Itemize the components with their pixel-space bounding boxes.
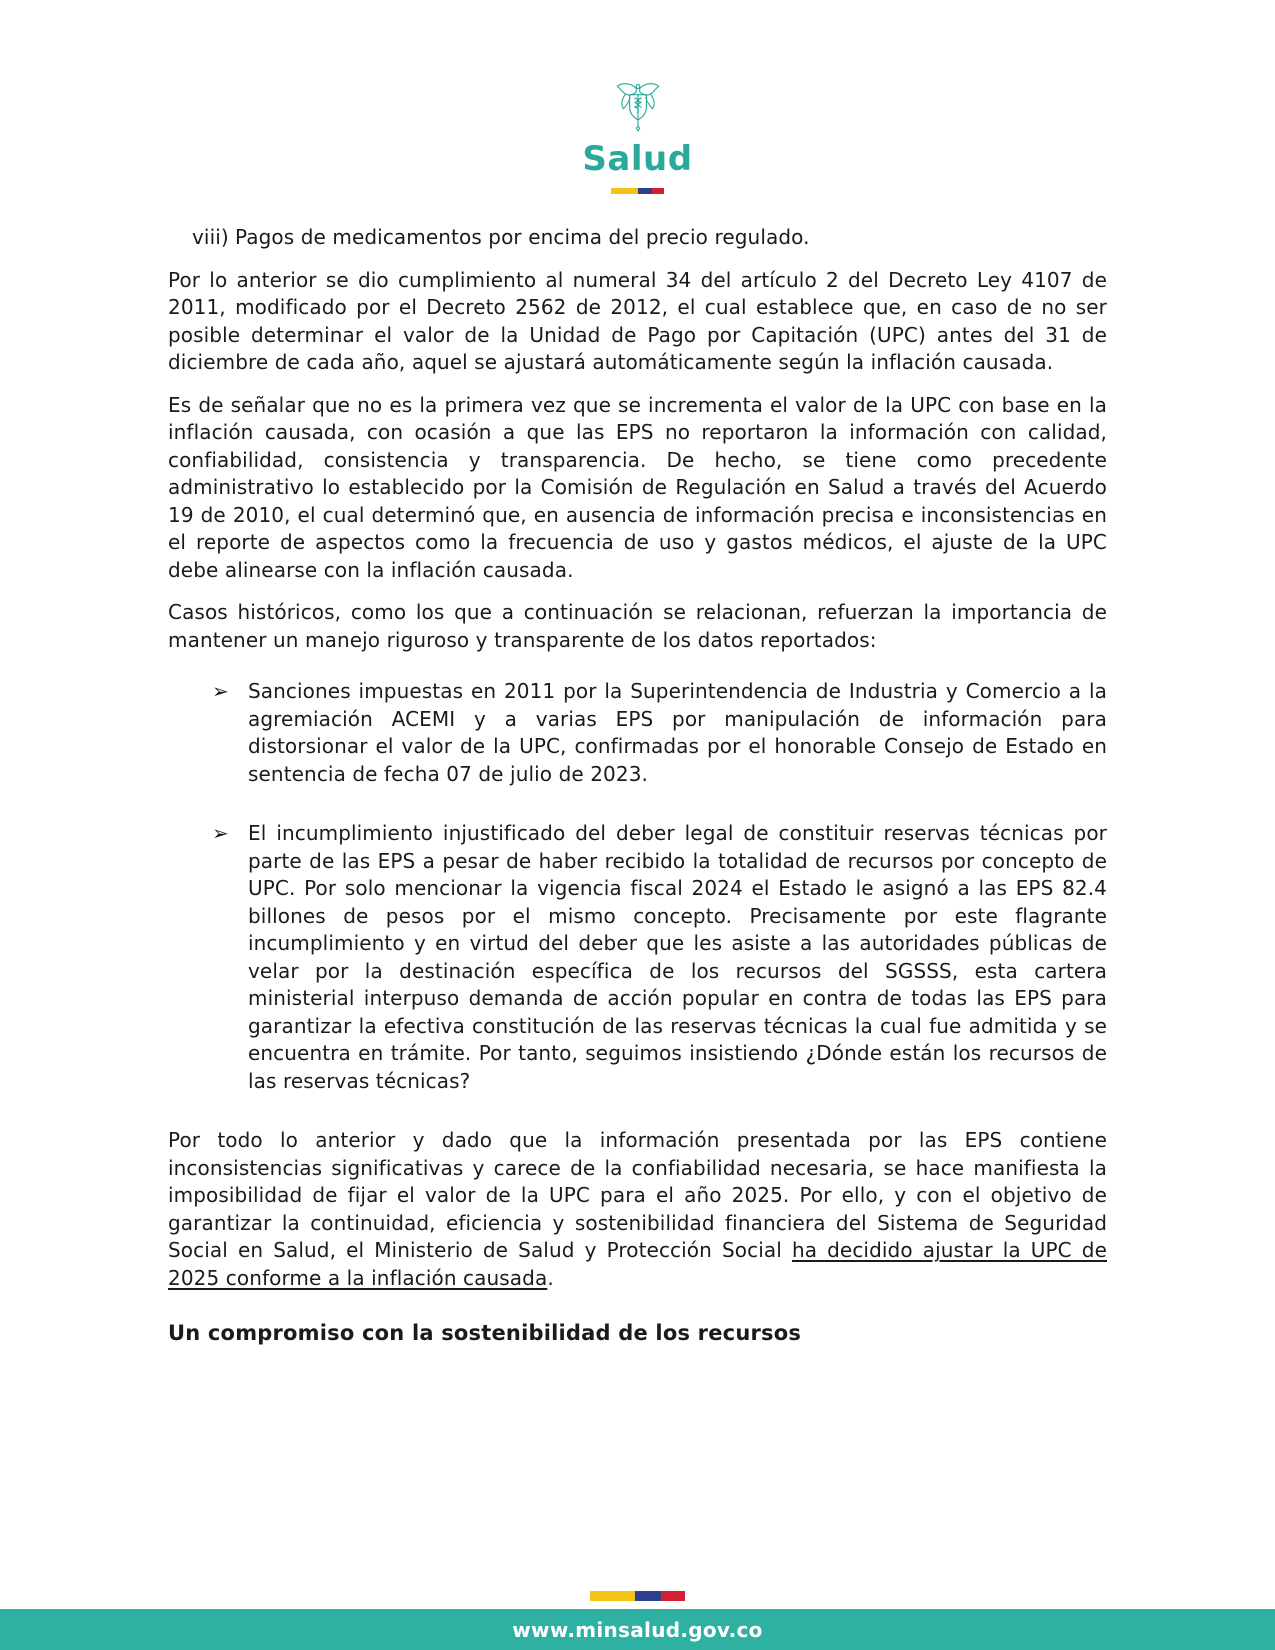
paragraph-casos-historicos: Casos históricos, como los que a continuación se relacionan, refuerzan la importancia de mantener un manejo riguroso y transparente de los datos reportados: [168,600,1107,652]
roman-numbered-item-text: Pagos de medicamentos por encima del precio regulado. [235,225,810,249]
document-body [0,194,1275,1348]
arrow-bullet-icon: ➢ [212,679,229,703]
closing-paragraph [168,1127,1107,1292]
flag-blue-segment [635,1591,662,1601]
flag-red-segment [652,188,665,194]
paragraph-decreto: Por lo anterior se dio cumplimiento al numeral 34 del artículo 2 del Decreto Ley 4107 de 2011, modificado por el Decreto 2562 de 2012, el cual establece que, en caso de no ser posible determinar el valor de la Unidad de Pago por Capitación (UPC) antes del 31 de diciembre de cada año, aquel se ajustará automáticamente según la inflación causada. [168,267,1107,374]
colombia-flag-bar-small [611,188,665,194]
page-footer [0,1591,1275,1650]
roman-numbered-item [168,224,1107,252]
page-header [0,0,1275,194]
footer-url-link[interactable]: www.minsalud.gov.co [512,1617,763,1642]
roman-numeral-marker: viii) [192,225,229,249]
paragraph-precedente: Es de señalar que no es la primera vez que se incrementa el valor de la UPC con base en la inflación causada, con ocasión a que las EPS no reportaron la información con calidad, confiabilidad, consistencia y transparencia. De hecho, se tiene como precedente administrativo lo establecido por la Comisión de Regulación en Salud a través del Acuerdo 19 de 2010, el cual determinó que, en ausencia de información precisa e inconsistencias en el reporte de aspectos como la frecuencia de uso y gastos médicos, el ajuste de la UPC debe alinearse con la inflación causada. [168,392,1107,582]
flag-yellow-segment [590,1591,635,1601]
flag-yellow-segment [611,188,638,194]
bullet-item-text: Sanciones impuestas en 2011 por la Superintendencia de Industria y Comercio a la agremiación ACEMI y a varias EPS por manipulación de información para distorsionar el valor de la UPC, confirmadas por el honorable Consejo de Estado en sentencia de fecha 07 de julio de 2023. [248,679,1107,786]
flag-blue-segment [638,188,652,194]
ministry-crest-icon [610,78,666,136]
arrow-bullet-icon: ➢ [212,821,229,845]
section-heading: Un compromiso con la sostenibilidad de los recursos [168,1321,802,1345]
closing-paragraph-underlined: ha decidido ajustar la UPC de 2025 conforme a la inflación causada [168,1238,1107,1290]
flag-red-segment [661,1591,685,1601]
closing-paragraph-suffix: . [547,1265,554,1290]
bullet-list [168,678,1107,1095]
footer-band [0,1609,1275,1650]
bullet-item-text: El incumplimiento injustificado del deber legal de constituir reservas técnicas por parte de las EPS a pesar de haber recibido la totalidad de recursos por concepto de UPC. Por solo mencionar la vigencia fiscal 2024 el Estado le asignó a las EPS 82.4 billones de pesos por el mismo concepto. Precisamente por este flagrante incumplimiento y en virtud del deber que les asiste a las autoridades públicas de velar por la destinación específica de los recursos del SGSSS, esta cartera ministerial interpuso demanda de acción popular en contra de todas las EPS para garantizar la efectiva constitución de las reservas técnicas la cual fue admitida y se encuentra en trámite. Por tanto, seguimos insistiendo ¿Dónde están los recursos de las reservas técnicas? [248,821,1107,1093]
closing-paragraph-prefix: Por todo lo anterior y dado que la información presentada por las EPS contiene inconsistencias significativas y carece de la confiabilidad necesaria, se hace manifiesta la imposibilidad de fijar el valor de la UPC para el año 2025. Por ello, y con el objetivo de garantizar la continuidad, eficiencia y sostenibilidad financiera del Sistema de Seguridad Social en Salud, el Ministerio de Salud y Protección Social [168,1128,1107,1262]
colombia-flag-bar-footer [590,1591,685,1601]
bullet-item-sanciones [168,678,1107,788]
logo-wordmark: Salud [582,139,693,179]
bullet-item-reservas [168,820,1107,1095]
